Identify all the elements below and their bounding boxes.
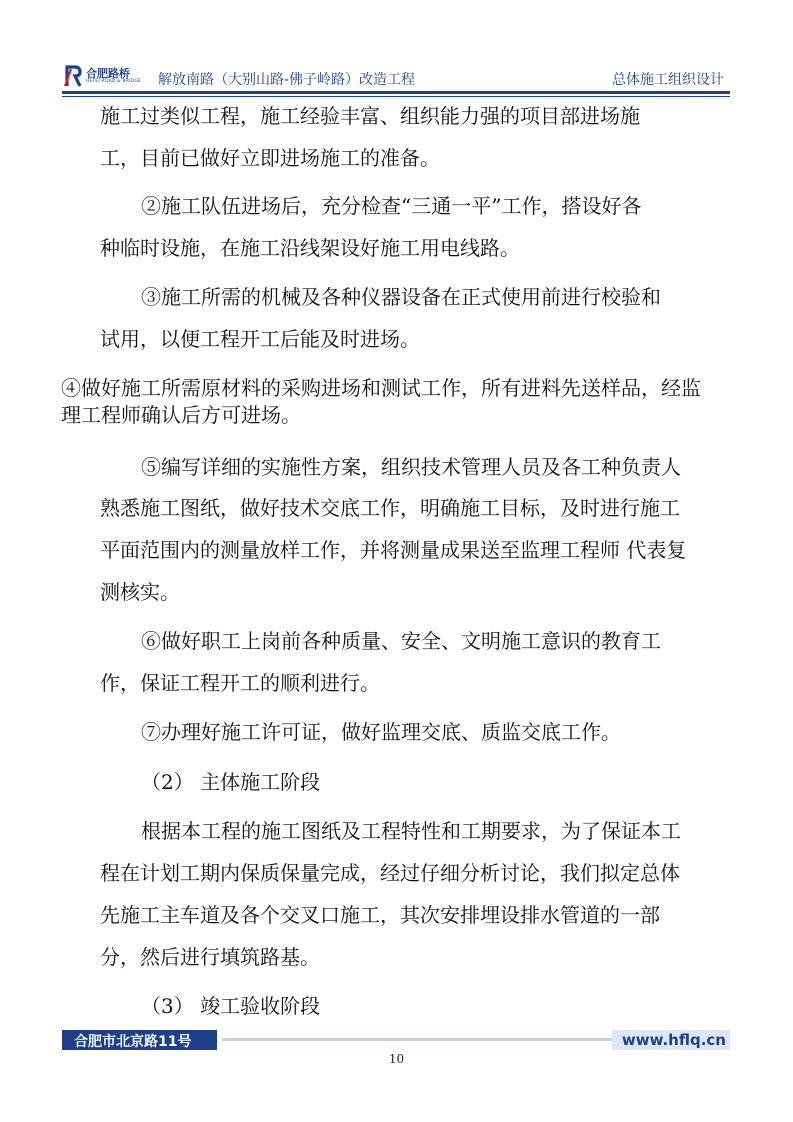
- body-line: 作，保证工程开工的顺利进行。: [100, 671, 380, 695]
- page-number: 10: [388, 1052, 405, 1066]
- footer-address: 合肥市北京路11号: [74, 1034, 192, 1050]
- footer-divider: [222, 1038, 612, 1041]
- section-heading: （2） 主体施工阶段: [141, 770, 321, 794]
- logo-mark-icon: [64, 64, 84, 88]
- body-line: 平面范围内的测量放样工作，并将测量成果送至监理工程师 代表复: [100, 538, 687, 562]
- body-line: ②施工队伍进场后，充分检查“三通一平”工作，搭设好各: [141, 194, 642, 218]
- footer-address-block: [62, 1030, 217, 1050]
- header-divider-thin: [62, 96, 730, 97]
- body-line: ④做好施工所需原材料的采购进场和测试工作，所有进料先送样品，经监: [61, 376, 701, 400]
- body-line: 根据本工程的施工图纸及工程特性和工期要求，为了保证本工: [141, 819, 681, 843]
- document-title: 总体施工组织设计: [612, 72, 724, 88]
- body-line: 先施工主车道及各个交叉口施工，其次安排埋设排水管道的一部: [100, 903, 660, 927]
- logo-text: 合肥路桥: [86, 67, 130, 80]
- body-line: ⑦办理好施工许可证，做好监理交底、质监交底工作。: [141, 720, 621, 744]
- body-line: ⑤编写详细的实施性方案，组织技术管理人员及各工种负责人: [141, 455, 681, 479]
- page-footer: [62, 1030, 730, 1050]
- section-heading: （3） 竣工验收阶段: [141, 994, 321, 1018]
- body-line: 施工过类似工程，施工经验丰富、组织能力强的项目部进场施: [100, 104, 640, 128]
- project-title: 解放南路（大别山路-佛子岭路）改造工程: [158, 72, 416, 88]
- company-logo: [64, 64, 154, 90]
- header-divider: [62, 91, 730, 94]
- body-line: 理工程师确认后方可进场。: [61, 403, 301, 427]
- body-line: ③施工所需的机械及各种仪器设备在正式使用前进行校验和: [141, 285, 661, 309]
- footer-website: www.hflq.cn: [621, 1031, 726, 1049]
- body-line: 工，目前已做好立即进场施工的准备。: [100, 146, 440, 170]
- body-line: 种临时设施，在施工沿线架设好施工用电线路。: [100, 236, 520, 260]
- body-line: 程在计划工期内保质保量完成，经过仔细分析讨论，我们拟定总体: [100, 861, 680, 885]
- body-line: 分，然后进行填筑路基。: [100, 945, 320, 969]
- logo-subtext: HEFEI ROAD & BRIDGE: [86, 79, 142, 84]
- footer-website-block: [612, 1030, 730, 1050]
- body-line: 测核实。: [100, 580, 180, 604]
- body-line: 试用，以便工程开工后能及时进场。: [100, 327, 420, 351]
- body-line: ⑥做好职工上岗前各种质量、安全、文明施工意识的教育工: [141, 629, 661, 653]
- body-line: 熟悉施工图纸，做好技术交底工作，明确施工目标，及时进行施工: [100, 496, 680, 520]
